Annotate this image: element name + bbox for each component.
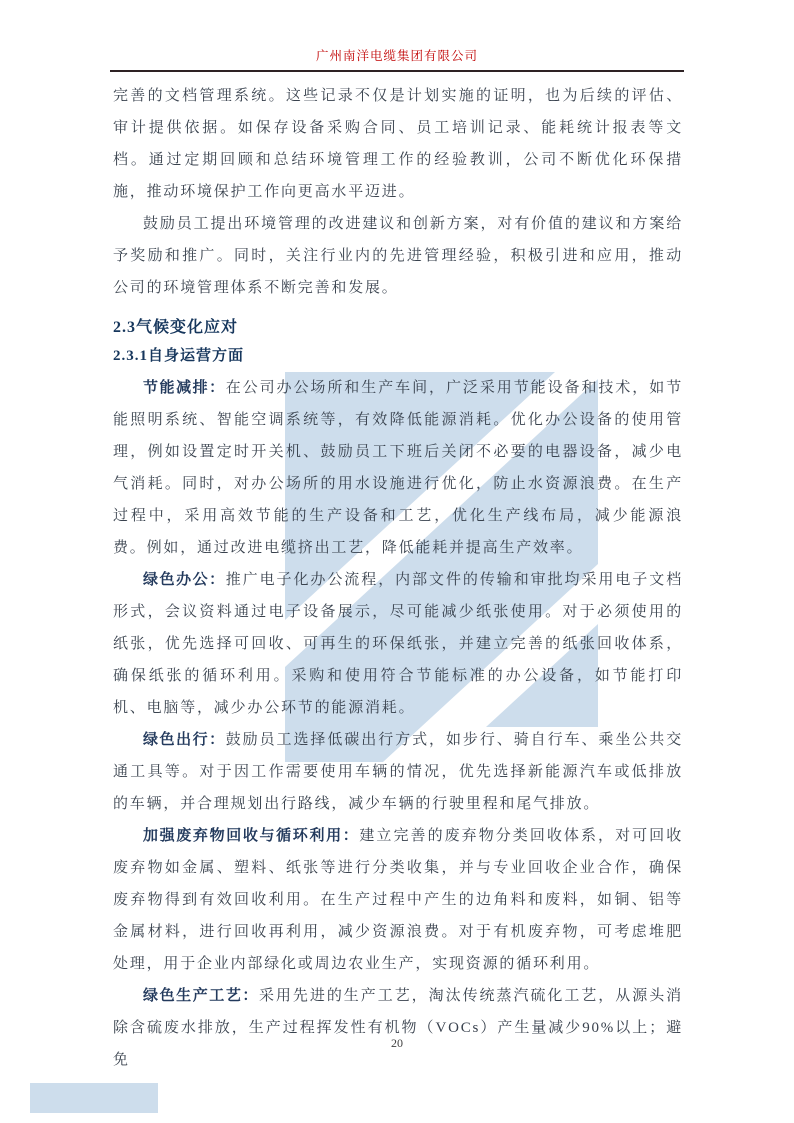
measure-paragraph-green-office	[113, 564, 683, 724]
measure-label: 绿色办公：	[143, 572, 226, 588]
measure-paragraph-energy-saving	[113, 372, 683, 564]
measure-paragraph-green-travel	[113, 724, 683, 820]
subsection-heading-own-operations: 2.3.1自身运营方面	[113, 348, 245, 364]
measure-paragraph-waste-recycling	[113, 820, 683, 980]
measure-text: 推广电子化办公流程，内部文件的传输和审批均采用电子文档形式，会议资料通过电子设备展示，尽可能减少纸张使用。对于必须使用的纸张，优先选择可回收、可再生的环保纸张，并建立完善的纸张回收体系，确保纸张的循环利用。采购和使用符合节能标准的办公设备，如节能打印机、电脑等，减少办公环节的能源消耗。	[113, 572, 683, 716]
page-body	[113, 80, 683, 1076]
measure-paragraph-green-production	[113, 980, 683, 1076]
page-header	[110, 46, 684, 72]
body-paragraph-encourage: 鼓励员工提出环境管理的改进建议和创新方案，对有价值的建议和方案给予奖励和推广。同时，关注行业内的先进管理经验，积极引进和应用，推动公司的环境管理体系不断完善和发展。	[113, 216, 683, 296]
section-heading-climate-change: 2.3气候变化应对	[113, 319, 239, 336]
measure-text: 鼓励员工选择低碳出行方式，如步行、骑自行车、乘坐公共交通工具等。对于因工作需要使用车辆的情况，优先选择新能源汽车或低排放的车辆，并合理规划出行路线，减少车辆的行驶里程和尾气排放。	[113, 732, 683, 812]
measure-text: 采用先进的生产工艺，淘汰传统蒸汽硫化工艺，从源头消除含硫废水排放，生产过程挥发性有机物（VOCs）产生量减少90%以上；避免	[113, 988, 683, 1068]
measure-text: 建立完善的废弃物分类回收体系，对可回收废弃物如金属、塑料、纸张等进行分类收集，并与专业回收企业合作，确保废弃物得到有效回收利用。在生产过程中产生的边角料和废料，如铜、铝等金属材料，进行回收再利用，减少资源浪费。对于有机废弃物，可考虑堆肥处理，用于企业内部绿化或周边农业生产，实现资源的循环利用。	[113, 828, 684, 972]
company-name: 广州南洋电缆集团有限公司	[315, 49, 478, 63]
measure-label: 节能减排：	[143, 380, 226, 396]
measure-label: 绿色生产工艺：	[143, 988, 259, 1004]
page-number: 20	[391, 1036, 403, 1050]
watermark-fragment	[30, 1083, 158, 1113]
measure-label: 绿色出行：	[143, 732, 226, 748]
measure-text: 在公司办公场所和生产车间，广泛采用节能设备和技术，如节能照明系统、智能空调系统等，有效降低能源消耗。优化办公设备的使用管理，例如设置定时开关机、鼓励员工下班后关闭不必要的电器设备，减少电气消耗。同时，对办公场所的用水设施进行优化，防止水资源浪费。在生产过程中，采用高效节能的生产设备和工艺，优化生产线布局，减少能源浪费。例如，通过改进电缆挤出工艺，降低能耗并提高生产效率。	[113, 380, 683, 556]
body-paragraph-continuation: 完善的文档管理系统。这些记录不仅是计划实施的证明，也为后续的评估、审计提供依据。如保存设备采购合同、员工培训记录、能耗统计报表等文档。通过定期回顾和总结环境管理工作的经验教训，公司不断优化环保措施，推动环境保护工作向更高水平迈进。	[113, 88, 683, 200]
measure-label: 加强废弃物回收与循环利用：	[143, 828, 360, 844]
page-footer	[0, 1036, 794, 1051]
